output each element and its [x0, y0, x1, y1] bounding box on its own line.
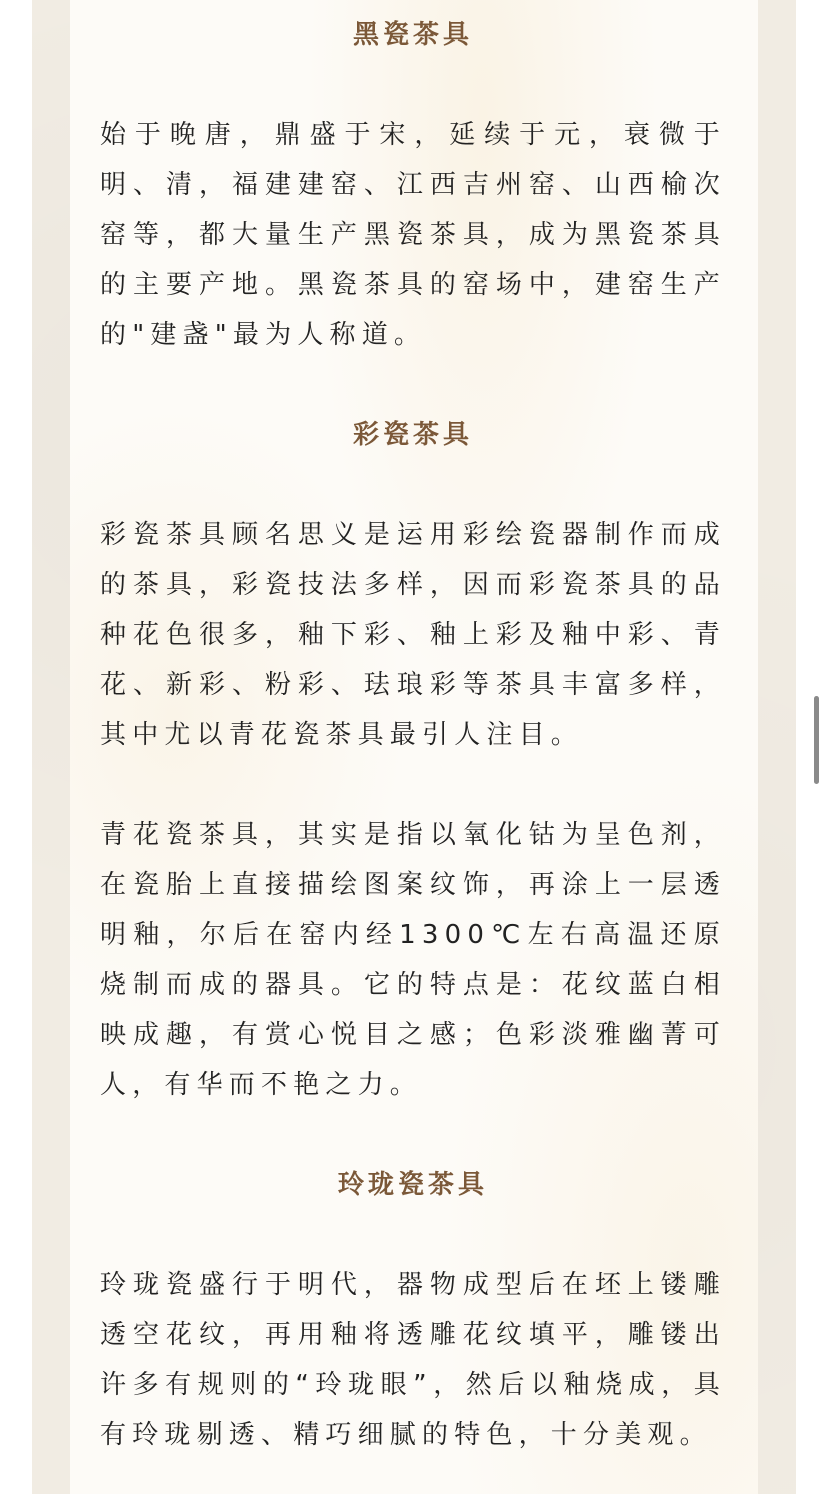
scrollbar[interactable] — [812, 0, 820, 1494]
section-heading-linglong-porcelain: 玲珑瓷茶具 — [337, 1170, 488, 1200]
scrollbar-thumb[interactable] — [814, 696, 819, 784]
paragraph-black-porcelain: 始于晚唐，鼎盛于宋，延续于元，衰微于明、清，福建建窑、江西吉州窑、山西榆次窑等，都大量生产黑瓷茶具，成为黑瓷茶具的主要产地。黑瓷茶具的窑场中，建窑生产的"建盏"最为人称道。 — [100, 120, 726, 350]
paragraph-linglong-porcelain: 玲珑瓷盛行于明代，器物成型后在坯上镂雕透空花纹，再用釉将透雕花纹填平，雕镂出许多有规则的“玲珑眼”，然后以釉烧成，具有玲珑剔透、精巧细腻的特色，十分美观。 — [100, 1270, 726, 1450]
paragraph-colored-porcelain: 彩瓷茶具顾名思义是运用彩绘瓷器制作而成的茶具，彩瓷技法多样，因而彩瓷茶具的品种花色很多，釉下彩、釉上彩及釉中彩、青花、新彩、粉彩、珐琅彩等茶具丰富多样，其中尤以青花瓷茶具最引人注目。 — [100, 520, 726, 750]
section-heading-black-porcelain: 黑瓷茶具 — [352, 20, 473, 50]
section-heading-colored-porcelain: 彩瓷茶具 — [352, 420, 473, 450]
paragraph-blue-white-porcelain: 青花瓷茶具，其实是指以氧化钴为呈色剂，在瓷胎上直接描绘图案纹饰，再涂上一层透明釉，尔后在窑内经1300℃左右高温还原烧制而成的器具。它的特点是：花纹蓝白相映成趣，有赏心悦目之感；色彩淡雅幽菁可人，有华而不艳之力。 — [100, 820, 726, 1100]
